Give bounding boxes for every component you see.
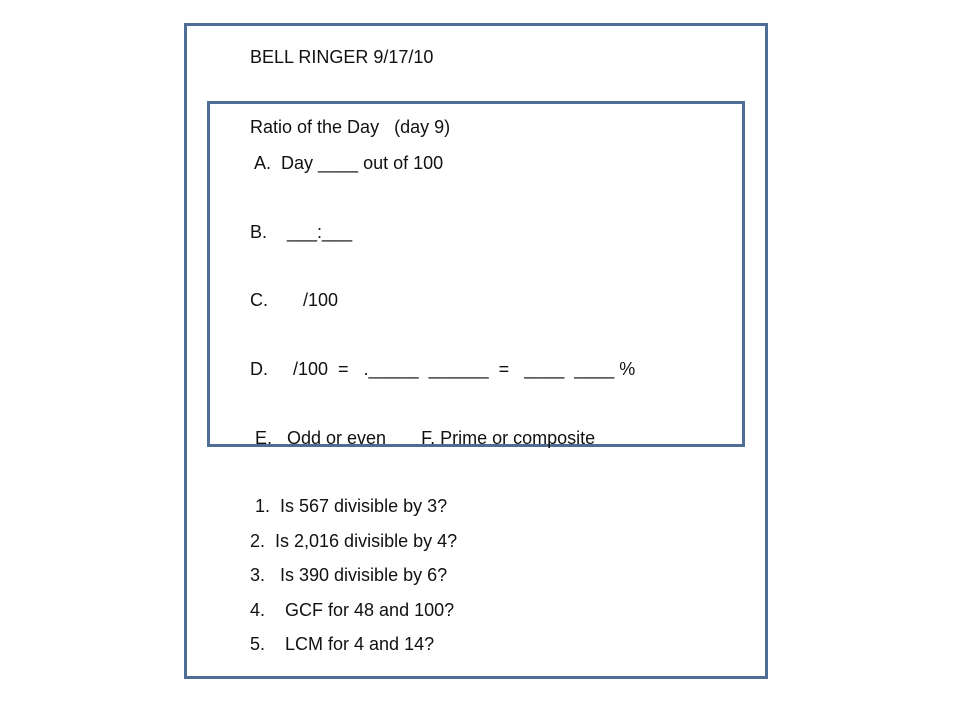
question-2: 2. Is 2,016 divisible by 4? xyxy=(250,531,458,551)
ratio-item-d: D. /100 = ._____ ______ = ____ ____ % xyxy=(250,359,636,379)
question-5: 5. LCM for 4 and 14? xyxy=(250,634,435,654)
ratio-item-c: C. /100 xyxy=(250,290,339,310)
ratio-item-b: B. ___:___ xyxy=(250,222,353,242)
question-3: 3. Is 390 divisible by 6? xyxy=(250,565,448,585)
question-1: 1. Is 567 divisible by 3? xyxy=(250,496,448,516)
ratio-item-a: A. Day ____ out of 100 xyxy=(250,153,444,173)
slide-title: BELL RINGER 9/17/10 xyxy=(250,47,434,67)
ratio-heading: Ratio of the Day (day 9) xyxy=(250,117,451,137)
question-4: 4. GCF for 48 and 100? xyxy=(250,600,455,620)
ratio-item-e: E. Odd or even F. Prime or composite xyxy=(250,428,596,448)
